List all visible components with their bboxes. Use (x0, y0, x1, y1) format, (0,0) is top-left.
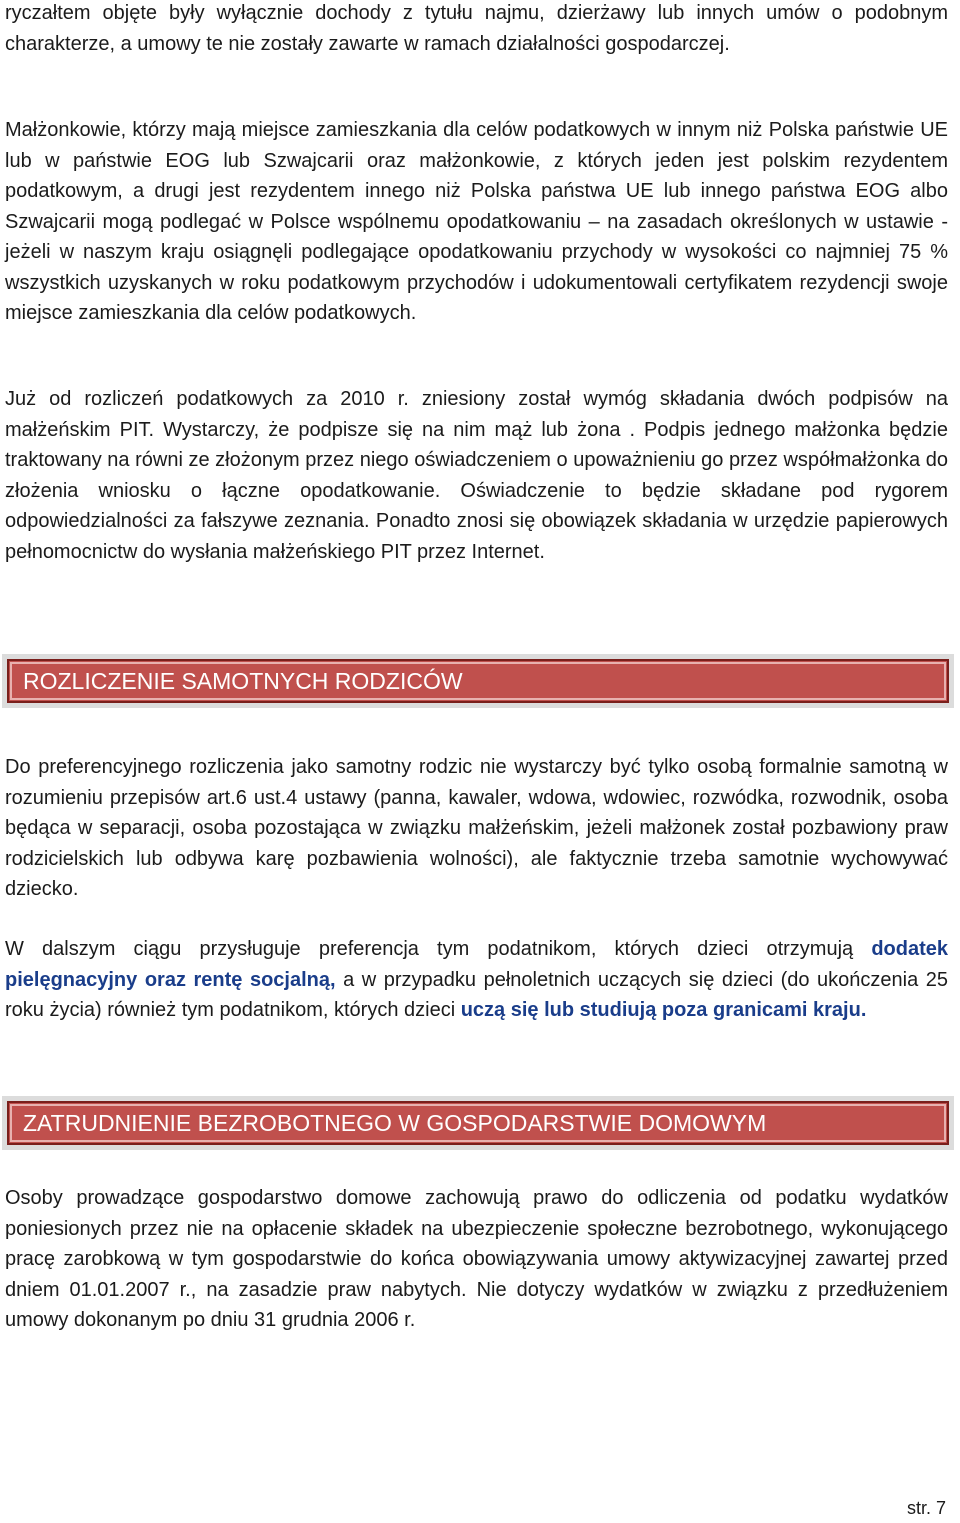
highlighted-text: dodatek pielęgnacyjny oraz rentę socjalną, (5, 938, 948, 991)
highlighted-text: uczą się lub studiują poza granicami kraju. (460, 999, 867, 1021)
paragraph-text-segment: a w przypadku pełnoletnich uczących się dzieci (do ukończenia 25 roku życia) również tym podatnikom, których dzieci (5, 968, 948, 1021)
page-number: str. 7 (906, 1498, 946, 1518)
paragraph-lump-sum-tax: ryczałtem objęte były wyłącznie dochody z tytułu najmu, dzierżawy lub innych umów o podobnym charakterze, a umowy te nie zostały zawarte w ramach działalności gospodarczej. (5, 2, 948, 55)
section-heading-single-parents (2, 654, 954, 708)
section-heading-label: ROZLICZENIE SAMOTNYCH RODZICÓW (7, 659, 949, 703)
section-heading-label: ZATRUDNIENIE BEZROBOTNEGO W GOSPODARSTWIE DOMOWYM (7, 1101, 949, 1145)
paragraph-single-parent-preference (5, 934, 948, 1026)
paragraph-single-parent-eligibility: Do preferencyjnego rozliczenia jako samotny rodzic nie wystarczy być tylko osobą formalnie samotną w rozumieniu przepisów art.6 ust.4 ustawy (panna, kawaler, wdowa, wdowiec, rozwódka, rozwodnik, osoba będąca w separacji, osoba pozostająca w związku małżeńskim, jeżeli małżonek został pozbawiony praw rodzicielskich lub odbywa karę pozbawienia wolności), ale faktycznie trzeba samotnie wychowywać dziecko. (5, 756, 948, 900)
paragraph-household-deduction: Osoby prowadzące gospodarstwo domowe zachowują prawo do odliczenia od podatku wydatków poniesionych przez nie na opłacenie składek na ubezpieczenie społeczne bezrobotnego, wykonującego pracę zarobkową w tym gospodarstwie do końca obowiązywania umowy aktywizacyjnej zawartej przed dniem 01.01.2007 r., na zasadzie praw nabytych. Nie dotyczy wydatków w związku z przedłużeniem umowy dokonanym po dniu 31 grudnia 2006 r. (5, 1187, 948, 1331)
paragraph-joint-taxation-spouses: Małżonkowie, którzy mają miejsce zamieszkania dla celów podatkowych w innym niż Polska państwie UE lub w państwie EOG lub Szwajcarii oraz małżonkowie, z których jeden jest polskim rezydentem podatkowym, a drugi jest rezydentem innego niż Polska państwa UE lub innego państwa EOG albo Szwajcarii mogą podlegać w Polsce wspólnemu opodatkowaniu – na zasadach określonych w ustawie - jeżeli w naszym kraju osiągnęli podlegające opodatkowaniu przychody w wysokości co najmniej 75 % wszystkich uzyskanych w roku podatkowym przychodów i udokumentowali certyfikatem rezydencji swoje miejsce zamieszkania dla celów podatkowych. (5, 119, 948, 324)
paragraph-text-segment: W dalszym ciągu przysługuje preferencja tym podatnikom, których dzieci otrzymują (5, 938, 872, 960)
paragraph-signature-rules: Już od rozliczeń podatkowych za 2010 r. zniesiony został wymóg składania dwóch podpisów na małżeńskim PIT. Wystarczy, że podpisze się na nim mąż lub żona . Podpis jednego małżonka będzie traktowany na równi ze złożonym przez niego oświadczeniem o upoważnieniu go przez współmałżonka do złożenia wniosku o łączne opodatkowanie. Oświadczenie to będzie składane pod rygorem odpowiedzialności za fałszywe zeznania. Ponadto znosi się obowiązek składania w urzędzie papierowych pełnomocnictw do wysłania małżeńskiego PIT przez Internet. (5, 388, 948, 563)
section-heading-unemployed-employment (2, 1096, 954, 1150)
